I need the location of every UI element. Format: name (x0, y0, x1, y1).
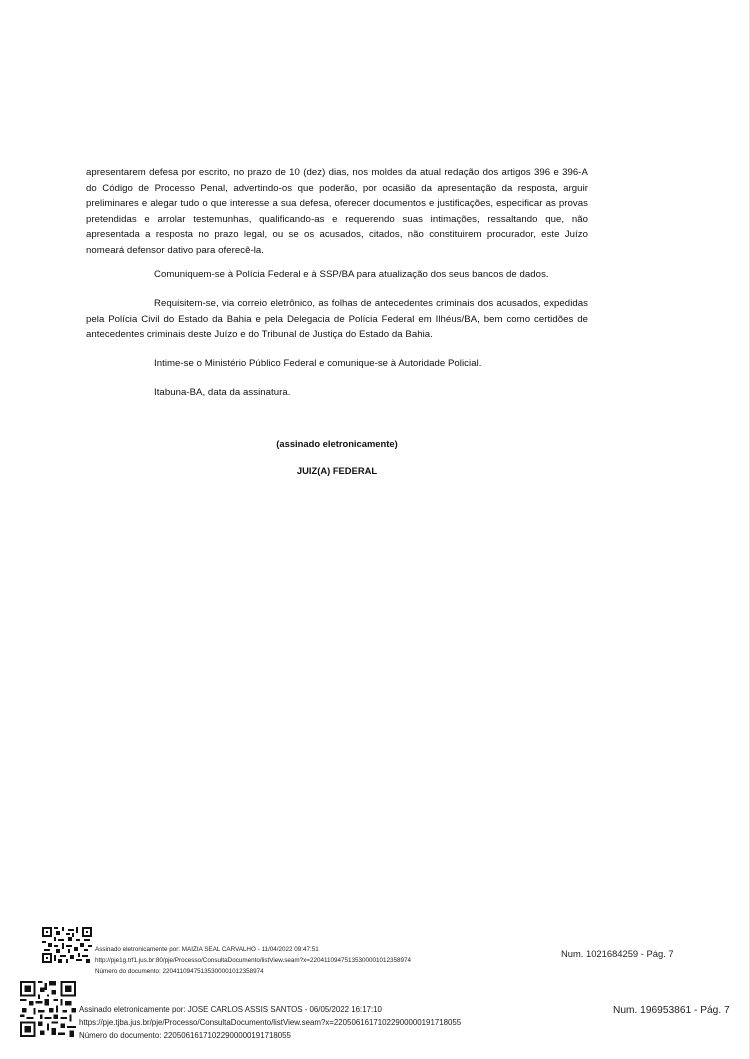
signature-note: (assinado eletronicamente) (276, 438, 398, 449)
signature-title: JUIZ(A) FEDERAL (296, 465, 378, 476)
footer-signature-block-1 (95, 944, 411, 977)
qr-code-icon (42, 927, 92, 963)
footer-doc-number-2: Número do documento: 22050616171022900000191718055 (79, 1031, 291, 1041)
footer-doc-number-1: Número do documento: 22041109475135300001012358974 (95, 968, 264, 975)
qr-code-icon (20, 981, 76, 1037)
footer-url-2[interactable]: https://pje.tjba.jus.br/pje/Processo/ConsultaDocumento/listView.seam?x=22050616171022900000191718055 (79, 1018, 462, 1028)
paragraph-notify: Intime-se o Ministério Público Federal e comunique-se à Autoridade Policial. (154, 358, 482, 369)
paragraph-place-date: Itabuna-BA, data da assinatura. (154, 387, 291, 398)
footer-signed-by-1: Assinado eletronicamente por: MAIZIA SEAL CARVALHO - 11/04/2022 09:47:51 (95, 946, 319, 953)
paragraph-request-records: Requisitem-se, via correio eletrônico, as folhas de antecedentes criminais dos acusados, expedidas pela Polícia Civil do Estado da Bahia e pela Delegacia de Polícia Federal em Ilhéus/BA, bem como certidões de antecedentes criminais deste Juízo e do Tribunal de Justiça do Estado da Bahia. (86, 298, 588, 341)
page-number-2: Num. 196953861 - Pág. 7 (613, 1005, 730, 1016)
paragraph-communicate: Comuniquem-se à Polícia Federal e à SSP/BA para atualização dos seus bancos de dados. (154, 269, 549, 280)
footer-signed-by-2: Assinado eletronicamente por: JOSE CARLOS ASSIS SANTOS - 06/05/2022 16:17:10 (79, 1005, 382, 1014)
paragraph-defense: apresentarem defesa por escrito, no prazo de 10 (dez) dias, nos moldes da atual redação dos artigos 396 e 396-A do Código de Processo Penal, advertindo-os que poderão, por ocasião da apresentação da resposta, arguir preliminares e alegar tudo o que interesse a sua defesa, oferecer documentos e justificações, especificar as provas pretendidas e arrolar testemunhas, qualificando-as e requerendo suas intimações, ressaltando que, não apresentada a resposta no prazo legal, ou se os acusados, citados, não constituirem procurador, este Juízo nomeará defensor dativo para oferecê-la. (86, 167, 588, 256)
page-number-1: Num. 1021684259 - Pág. 7 (561, 948, 674, 959)
footer-signature-block-2 (79, 1003, 461, 1043)
footer-url-1[interactable]: http://pje1g.trf1.jus.br:80/pje/Processo/ConsultaDocumento/listView.seam?x=22041109475135300001012358974 (95, 957, 412, 964)
